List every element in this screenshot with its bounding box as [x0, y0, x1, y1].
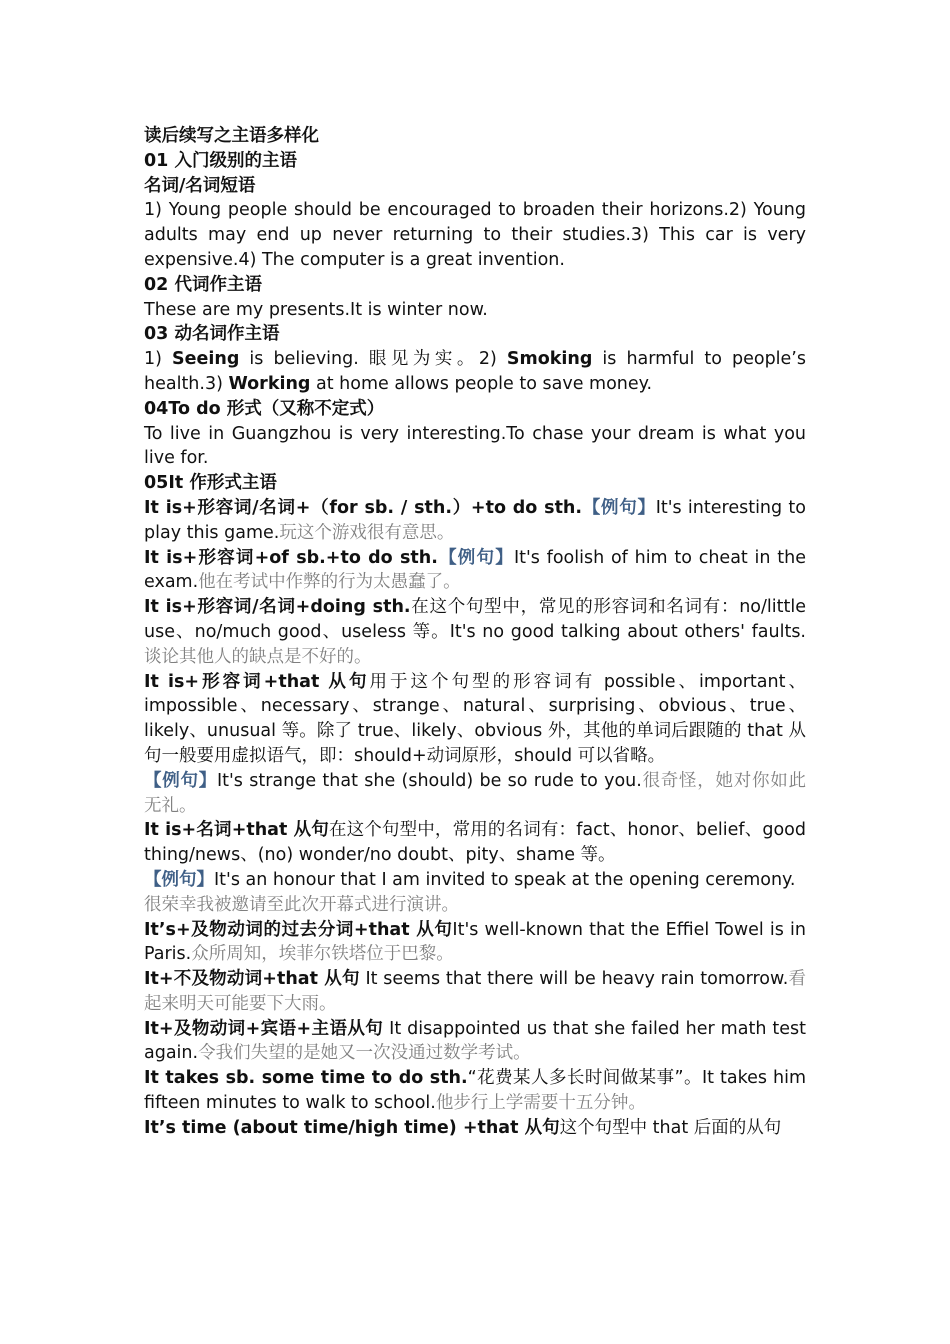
pattern-5-example: 【例句】It's an honour that I am invited to speak at the opening ceremony. — [144, 869, 796, 890]
pattern-2: It is+形容词+of sb.+to do sth.【例句】It's foolish of him to cheat in the exam.他在考试中作弊的行为太愚蠢了。 — [144, 547, 806, 593]
section-02-text: These are my presents.It is winter now. — [144, 299, 488, 320]
pattern-9: It takes sb. some time to do sth.“花费某人多长时间做某事”。It takes him fifteen minutes to walk to school.他步行上学需要十五分钟。 — [144, 1068, 806, 1114]
section-03-text: 1) Seeing is believing. 眼见为实。2) Smoking is harmful to people’s health.3) Working at home allows people to save money. — [144, 349, 806, 394]
document-title: 读后续写之主语多样化 — [144, 126, 319, 146]
section-04-text: To live in Guangzhou is very interesting.To chase your dream is what you live for. — [144, 423, 806, 469]
example-label: 【例句】 — [582, 497, 656, 518]
pattern-5-translation: 很荣幸我被邀请至此次开幕式进行演讲。 — [144, 894, 459, 915]
pattern-7: It+不及物动词+that 从句 It seems that there will be heavy rain tomorrow.看起来明天可能要下大雨。 — [144, 969, 806, 1014]
example-label: 【例句】 — [144, 770, 217, 791]
pattern-1: It is+形容词/名词+（for sb. / sth.）+to do sth.【例句】It's interesting to play this game.玩这个游戏很有意思。 — [144, 497, 806, 543]
pattern-3: It is+形容词/名词+doing sth.在这个句型中，常见的形容词和名词有：no/little use、no/much good、useless 等。It's no good talking about others' faults.谈论其他人的缺点是不好的。 — [144, 597, 806, 667]
section-02-heading: 02 代词作主语 — [144, 274, 262, 295]
section-01-text: 1) Young people should be encouraged to broaden their horizons.2) Young adults may end up never returning to their studies.3) This car is very expensive.4) The computer is a great invention. — [144, 200, 806, 270]
pattern-8: It+及物动词+宾语+主语从句 It disappointed us that she failed her math test again.令我们失望的是她又一次没通过数学考试。 — [144, 1018, 806, 1064]
example-label: 【例句】 — [144, 869, 214, 890]
section-01-subheading: 名词/名词短语 — [144, 175, 256, 196]
section-03-heading: 03 动名词作主语 — [144, 324, 280, 345]
pattern-4: It is+形容词+that 从句用于这个句型的形容词有 possible、important、impossible、necessary、strange、natural、surprising、obvious、true、likely、unusual 等。除了 true、likely、obvious 外，其他的单词后跟随的 that 从句一般要用虚拟语气，即：should+动词原形，should 可以省略。 — [144, 671, 806, 766]
pattern-10: It’s time (about time/high time) +that 从句这个句型中 that 后面的从句 — [144, 1117, 782, 1138]
section-05-heading: 05It 作形式主语 — [144, 473, 277, 494]
section-01-heading: 01 入门级别的主语 — [144, 150, 297, 171]
pattern-6: It’s+及物动词的过去分词+that 从句It's well-known that the Effiel Towel is in Paris.众所周知，埃菲尔铁塔位于巴黎。 — [144, 919, 806, 965]
pattern-5: It is+名词+that 从句在这个句型中，常用的名词有：fact、honor、belief、good thing/news、(no) wonder/no doubt、pity、shame 等。 — [144, 820, 806, 866]
example-label: 【例句】 — [437, 547, 514, 568]
section-04-heading: 04To do 形式（又称不定式） — [144, 398, 385, 419]
document-page — [144, 124, 806, 1141]
pattern-4-example: 【例句】It's strange that she (should) be so rude to you.很奇怪，她对你如此无礼。 — [144, 770, 807, 816]
